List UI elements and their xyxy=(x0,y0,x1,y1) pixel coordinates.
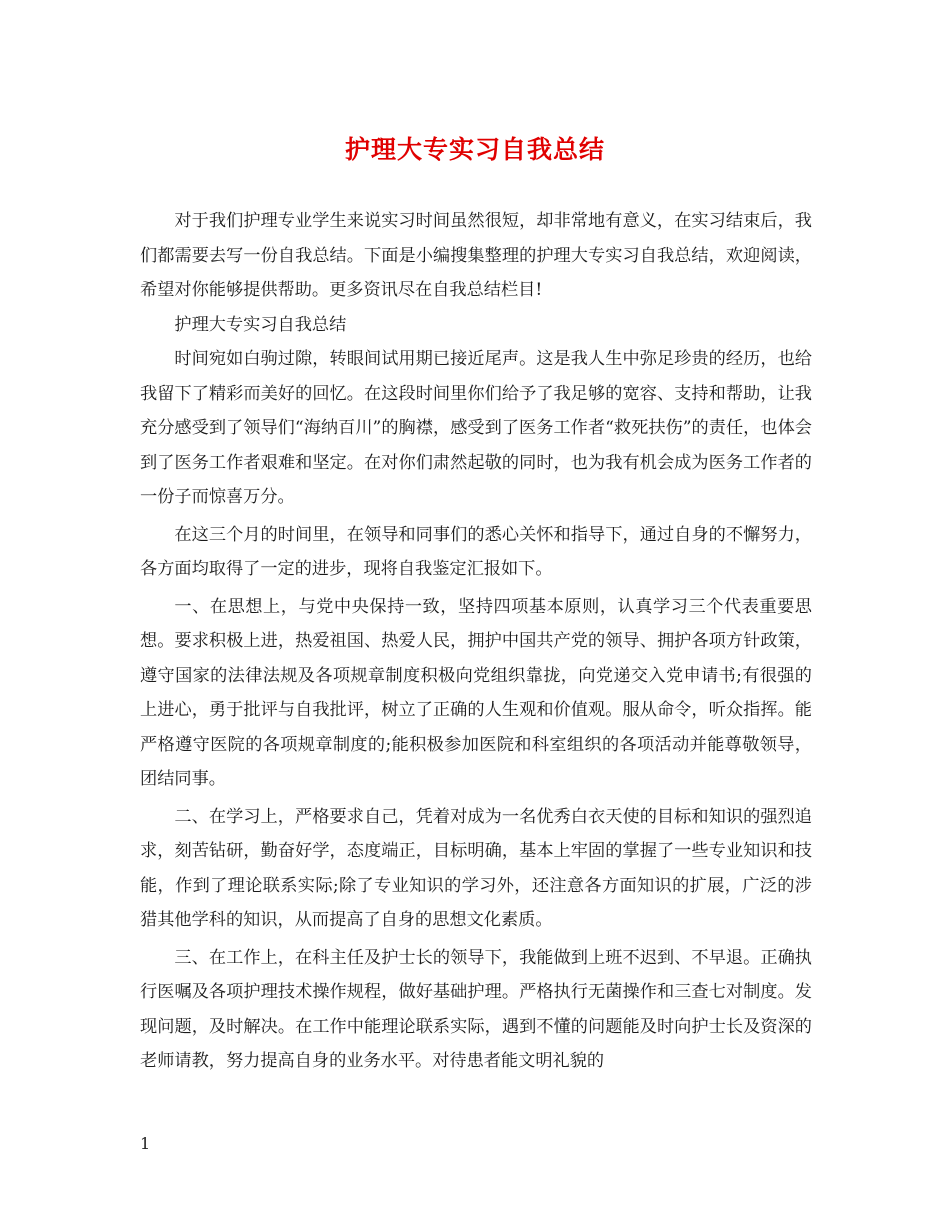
section-two-paragraph: 二、在学习上，严格要求自己，凭着对成为一名优秀白衣天使的目标和知识的强烈追求，刻苦钻研，勤奋好学，态度端正，目标明确，基本上牢固的掌握了一些专业知识和技能，作到了理论联系实际;除了专业知识的学习外，还注意各方面知识的扩展，广泛的涉猎其他学科的知识，从而提高了自身的思想文化素质。 xyxy=(140,806,812,930)
section-three-paragraph: 三、在工作上，在科主任及护士长的领导下，我能做到上班不迟到、不早退。正确执行医嘱及各项护理技术操作规程，做好基础护理。严格执行无菌操作和三查七对制度。发现问题，及时解决。在工作中能理论联系实际，遇到不懂的问题能及时向护士长及资深的老师请教，努力提高自身的业务水平。对待患者能文明礼貌的 xyxy=(140,947,812,1071)
subtitle-paragraph: 护理大专实习自我总结 xyxy=(174,314,347,335)
page-number: 1 xyxy=(140,1134,151,1153)
body-paragraph: 时间宛如白驹过隙，转眼间试用期已接近尾声。这是我人生中弥足珍贵的经历，也给我留下了精彩而美好的回忆。在这段时间里你们给予了我足够的宽容、支持和帮助，让我充分感受到了领导们“海纳百川”的胸襟，感受到了医务工作者“救死扶伤”的责任，也体会到了医务工作者艰难和坚定。在对你们肃然起敬的同时，也为我有机会成为医务工作者的一份子而惊喜万分。 xyxy=(140,349,812,507)
intro-paragraph: 对于我们护理专业学生来说实习时间虽然很短，却非常地有意义，在实习结束后，我们都需要去写一份自我总结。下面是小编搜集整理的护理大专实习自我总结，欢迎阅读，希望对你能够提供帮助。更多资讯尽在自我总结栏目! xyxy=(140,211,812,300)
document-body xyxy=(140,204,812,1079)
body-paragraph: 在这三个月的时间里，在领导和同事们的悉心关怀和指导下，通过自身的不懈努力，各方面均取得了一定的进步，现将自我鉴定汇报如下。 xyxy=(140,524,812,579)
document-title: 护理大专实习自我总结 xyxy=(344,135,605,164)
section-one-paragraph: 一、在思想上，与党中央保持一致，坚持四项基本原则，认真学习三个代表重要思想。要求积极上进，热爱祖国、热爱人民，拥护中国共产党的领导、拥护各项方针政策，遵守国家的法律法规及各项规章制度积极向党组织靠拢，向党递交入党申请书;有很强的上进心，勇于批评与自我批评，树立了正确的人生观和价值观。服从命令，听众指挥。能严格遵守医院的各项规章制度的;能积极参加医院和科室组织的各项活动并能尊敬领导，团结同事。 xyxy=(140,596,812,789)
